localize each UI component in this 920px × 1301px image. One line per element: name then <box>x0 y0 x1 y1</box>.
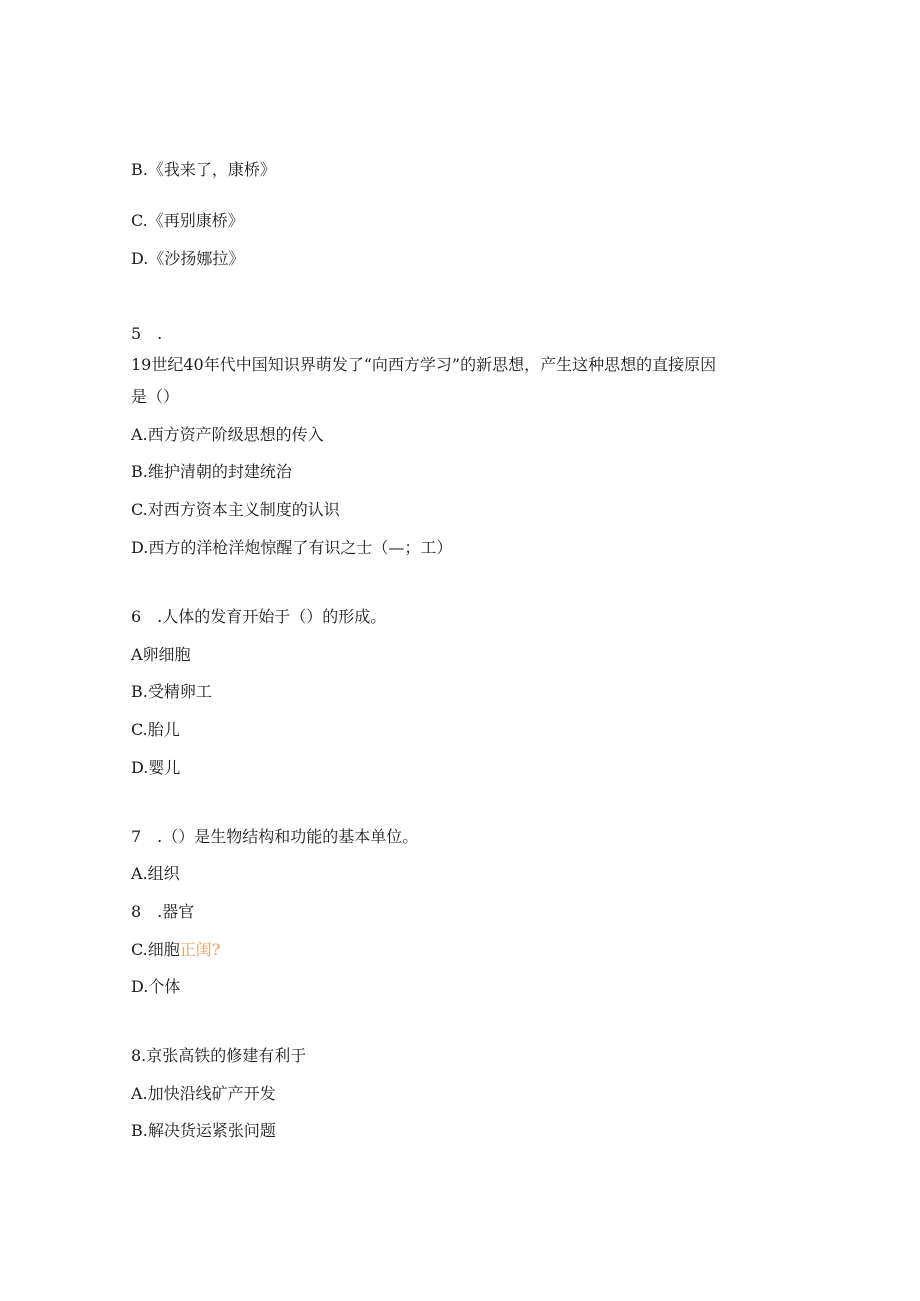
q7-option-c-annotation: 正闺? <box>179 940 221 959</box>
q6-stem: 6 .人体的发育开始于（）的形成。 <box>131 607 387 626</box>
q5-number: 5 . <box>131 324 163 343</box>
q8-option-b: B.解决货运紧张问题 <box>131 1121 276 1140</box>
q7-option-a: A.组织 <box>131 864 180 883</box>
q8-stem: 8.京张高铁的修建有利于 <box>131 1046 307 1065</box>
q4-option-c: C.《再别康桥》 <box>131 211 244 230</box>
q6-option-c: C.胎儿 <box>131 720 180 739</box>
q5-stem-line1: 19世纪40年代中国知识界萌发了“向西方学习”的新思想，产生这种思想的直接原因 <box>131 355 717 374</box>
q4-option-d: D.《沙扬娜拉》 <box>131 249 245 268</box>
q7-option-d: D.个体 <box>131 977 181 996</box>
q5-option-a: A.西方资产阶级思想的传入 <box>131 425 324 444</box>
q5-stem-line2: 是（） <box>131 387 180 406</box>
q5-option-c: C.对西方资本主义制度的认识 <box>131 500 340 519</box>
q6-option-b: B.受精卵工 <box>131 682 212 701</box>
q7-option-b: 8 .器官 <box>131 902 195 921</box>
q5-option-d: D.西方的洋枪洋炮惊醒了有识之士（—；工） <box>131 538 453 557</box>
q5-option-b: B.维护清朝的封建统治 <box>131 462 292 481</box>
q4-option-b: B.《我来了，康桥》 <box>131 160 276 179</box>
q7-option-c-text: C.细胞 <box>131 940 180 959</box>
q6-option-d: D.婴儿 <box>131 758 181 777</box>
q7-option-c <box>131 940 220 960</box>
q6-option-a: A卵细胞 <box>131 645 191 664</box>
q7-stem: 7 .（）是生物结构和功能的基本单位。 <box>131 827 419 846</box>
q8-option-a: A.加快沿线矿产开发 <box>131 1084 276 1103</box>
